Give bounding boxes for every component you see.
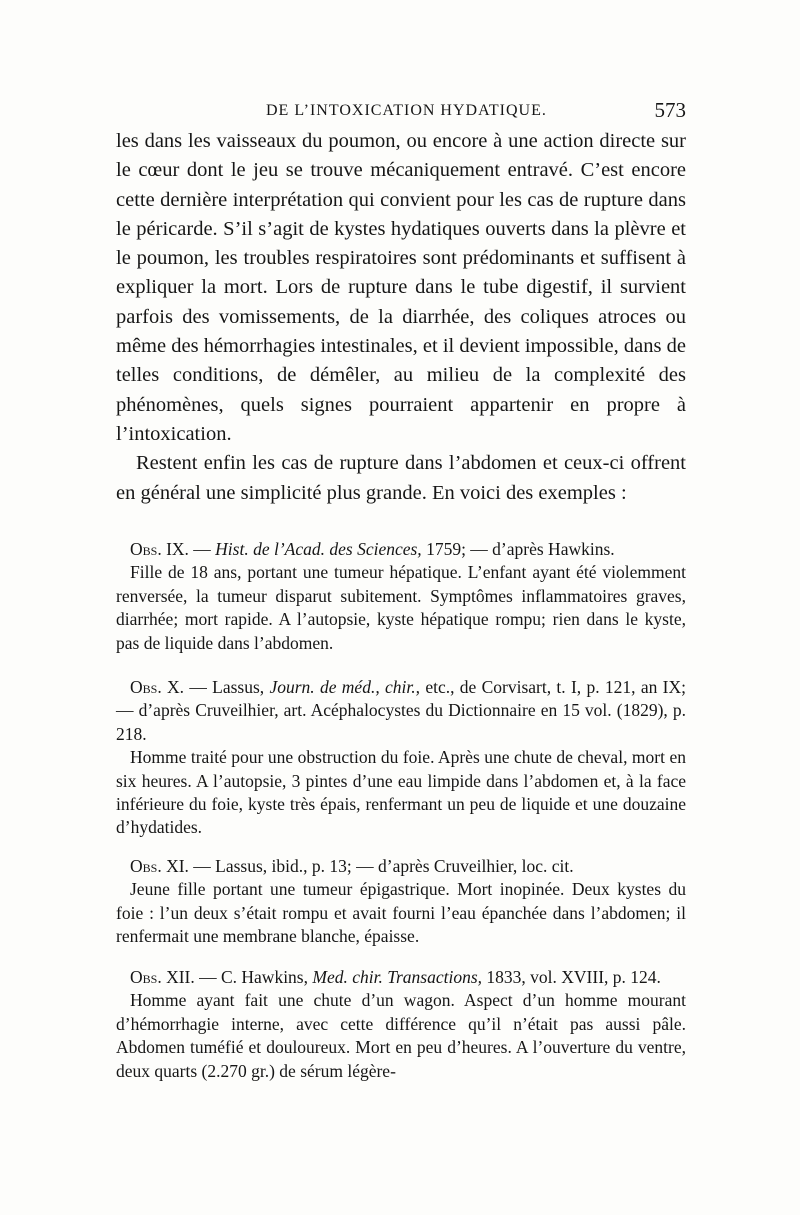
running-head: DE L’INTOXICATION HYDATIQUE. [266,102,547,119]
paragraph-2: Restent enfin les cas de rupture dans l’abdomen et ceux-ci offrent en général une simplicité plus grande. En voici des exemples : [116,452,686,504]
source-post: 1759; — d’après Hawkins. [421,539,615,559]
observation-body: Homme traité pour une obstruction du foie. Après une chute de cheval, mort en six heures. A l’autopsie, 3 pintes d’une eau limpide dans l’abdomen et, à la face inférieure du foie, kyste très épais, renfermant un peu de liquide et une douzaine d’hydatides. [116,747,686,838]
observation-label: Obs. IX. [130,539,189,559]
observation-source [116,676,686,746]
observation-label: Obs. XI. [130,856,189,876]
observation-source [116,855,686,878]
observation-12 [116,966,686,1083]
page-header [116,98,686,128]
observation-body: Fille de 18 ans, portant une tumeur hépatique. L’enfant ayant été violemment renversée, la tumeur disparut subitement. Symptômes inflammatoires graves, diarrhée; mort rapide. A l’autopsie, kyste hépatique rompu; rien dans le kyste, pas de liquide dans l’abdomen. [116,562,686,653]
observation-11 [116,855,686,949]
source-pre: — Lassus, ibid., p. 13; — d’après Cruveilhier, loc. cit. [188,856,574,876]
source-italic: Journ. de méd., chir., [269,677,421,697]
source-pre: — Lassus, [184,677,270,697]
source-italic: Hist. de l’Acad. des Sciences, [215,539,422,559]
observation-source [116,538,686,561]
paragraph-1: les dans les vaisseaux du poumon, ou encore à une action directe sur le cœur dont le jeu se trouve mécaniquement entravé. C’est encore cette dernière interprétation qui convient pour les cas de rupture dans le péricarde. S’il s’agit de kystes hydatiques ouverts dans la plèvre et le poumon, les troubles respiratoires sont prédominants et suffisent à expliquer la mort. Lors de rupture dans le tube digestif, il survient parfois des vomissements, de la diarrhée, des coliques atroces ou même des hémorrhagies intestinales, et il devient impossible, dans de telles conditions, de démêler, au milieu de la complexité des phénomènes, quels signes pourraient appartenir en propre à l’intoxication. [116,130,686,445]
source-post: 1833, vol. XVIII, p. 124. [482,967,661,987]
source-italic: Med. chir. Transactions, [312,967,483,987]
source-pre: — [188,539,216,559]
main-text [116,127,686,508]
observation-label: Obs. XII. [130,967,195,987]
source-pre: — C. Hawkins, [194,967,313,987]
page-number: 573 [654,98,686,122]
source-post: etc., de Corvisart, t. I, p. 121, an IX; — d’après Cruveilhier, art. Acéphalocystes du Dictionnaire en 15 vol. (1829), p. 218. [116,677,686,744]
observation-10 [116,676,686,840]
observation-9 [116,538,686,655]
observation-source [116,966,686,989]
observation-label: Obs. X. [130,677,185,697]
observation-body: Jeune fille portant une tumeur épigastrique. Mort inopinée. Deux kystes du foie : l’un deux s’était rompu et avait fourni l’eau épanchée dans l’abdomen; il renfermait une membrane blanche, épaisse. [116,879,686,947]
observation-body: Homme ayant fait une chute d’un wagon. Aspect d’un homme mourant d’hémorrhagie interne, avec cette différence qu’il n’était pas aussi pâle. Abdomen tuméfié et douloureux. Mort en peu d’heures. A l’ouverture du ventre, deux quarts (2.270 gr.) de sérum légère- [116,990,686,1081]
